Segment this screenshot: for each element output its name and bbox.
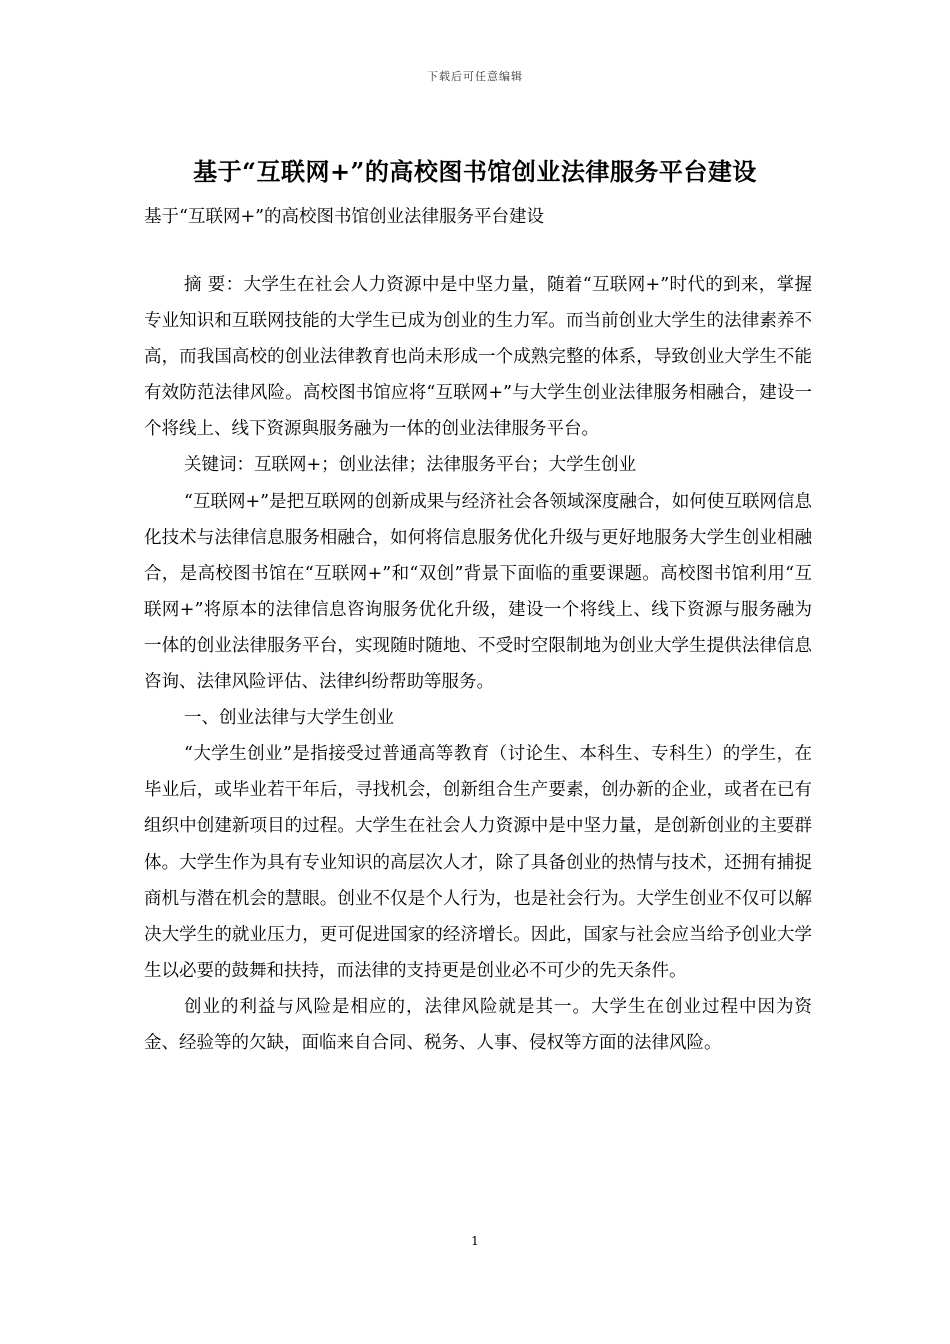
keywords-paragraph: 关键词：互联网+；创业法律；法律服务平台；大学生创业 (184, 455, 637, 476)
page-number: 1 (471, 1234, 479, 1248)
document-body (144, 267, 812, 1061)
abstract-paragraph: 摘 要：大学生在社会人力资源中是中坚力量，随着“互联网+”时代的到来，掌握专业知识和互联网技能的大学生已成为创业的生力军。而当前创业大学生的法律素养不高，而我国高校的创业法律教育也尚未形成一个成熟完整的体系，导致创业大学生不能有效防范法律风险。高校图书馆应将“互联网+”与大学生创业法律服务相融合，建设一个将线上、线下资源與服务融为一体的创业法律服务平台。 (144, 275, 812, 440)
document-subtitle: 基于“互联网+”的高校图书馆创业法律服务平台建设 (144, 207, 545, 227)
intro-paragraph: “互联网+”是把互联网的创新成果与经济社会各领域深度融合，如何使互联网信息化技术与法律信息服务相融合，如何将信息服务优化升级与更好地服务大学生创业相融合，是高校图书馆在“互联网+”和“双创”背景下面临的重要课题。高校图书馆利用“互联网+”将原本的法律信息咨询服务优化升级，建设一个将线上、线下资源与服务融为一体的创业法律服务平台，实现随时随地、不受时空限制地为创业大学生提供法律信息咨询、法律风险评估、法律纠纷帮助等服务。 (144, 491, 812, 693)
body-paragraph: 创业的利益与风险是相应的，法律风险就是其一。大学生在创业过程中因为资金、经验等的欠缺，面临来自合同、税务、人事、侵权等方面的法律风险。 (144, 996, 812, 1053)
document-title: 基于“互联网+”的高校图书馆创业法律服务平台建设 (193, 157, 757, 186)
section-heading: 一、创业法律与大学生创业 (184, 708, 394, 729)
body-paragraph: “大学生创业”是指接受过普通高等教育（讨论生、本科生、专科生）的学生，在毕业后，或毕业若干年后，寻找机会，创新组合生产要素，创办新的企业，或者在已有组织中创建新项目的过程。大学生在社会人力资源中是中坚力量，是创新创业的主要群体。大学生作为具有专业知识的高层次人才，除了具备创业的热情与技术，还拥有捕捉商机与潜在机会的慧眼。创业不仅是个人行为，也是社会行为。大学生创业不仅可以解决大学生的就业压力，更可促进国家的经济增长。因此，国家与社会应当给予创业大学生以必要的鼓舞和扶持，而法律的支持更是创业必不可少的先天条件。 (144, 744, 812, 981)
header-note: 下载后可任意编辑 (427, 70, 523, 83)
